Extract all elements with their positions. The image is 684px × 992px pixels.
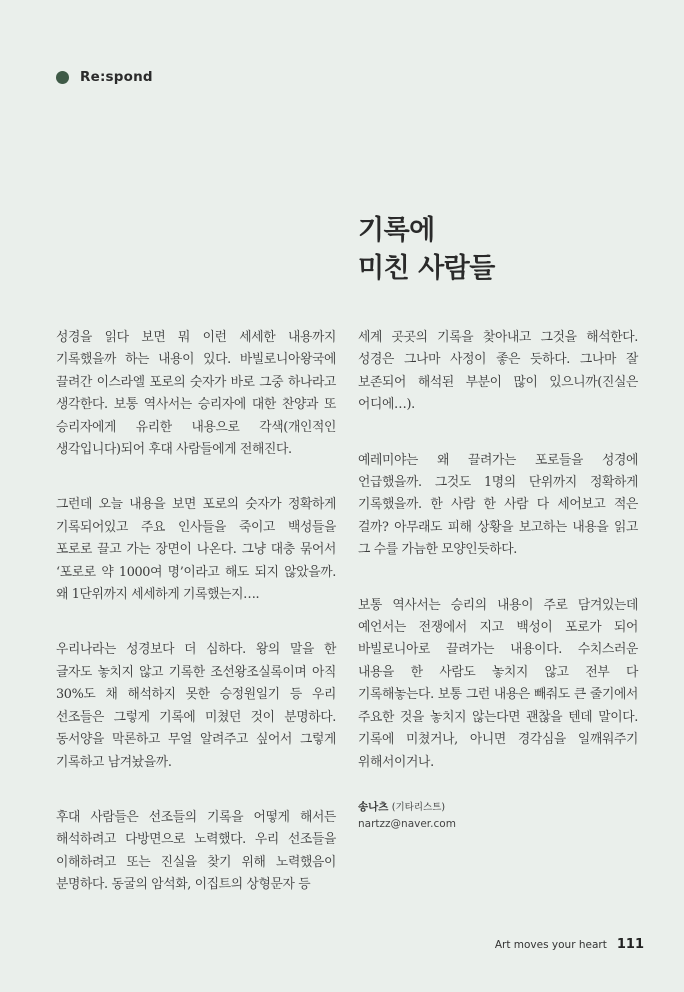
paragraph: 성경을 읽다 보면 뭐 이런 세세한 내용까지 기록했을까 하는 내용이 있다. 바빌로니아왕국에 끌려간 이스라엘 포로의 숫자가 바로 그중 하나라고 생각한다. 보통 역사서는 승리자에 대한 찬양과 또 승리자에게 유리한 내용으로 각색(개인적인 생각입니다)되어 후대 사람들에게 전해진다.	[56, 330, 336, 458]
right-column	[358, 327, 638, 832]
author-name: 송나츠	[358, 800, 389, 813]
left-column	[56, 327, 336, 930]
article-title	[358, 212, 495, 288]
title-line-2: 미친 사람들	[358, 253, 495, 284]
paragraph: 후대 사람들은 선조들의 기록을 어떻게 해서든 해석하려고 다방면으로 노력했다. 우리 선조들을 이해하려고 또는 진실을 찾기 위해 노력했음이 분명하다. 동굴의 암석화, 이집트의 상형문자 등	[56, 809, 336, 893]
page-number: 111	[616, 937, 644, 952]
section-tag	[56, 69, 153, 85]
section-dot-icon	[56, 71, 69, 84]
paragraph: 보통 역사서는 승리의 내용이 주로 담겨있는데 예언서는 전쟁에서 지고 백성이 포로가 되어 바빌로니아로 끌려가는 내용이다. 수치스러운 내용을 한 사람도 놓치지 않고 전부 다 기록해놓는다. 보통 그런 내용은 빼줘도 큰 줄기에서 주요한 것을 놓치지 않는다면 괜찮을 텐데 말이다. 기록에 미쳤거나, 아니면 경각심을 일깨워주기 위해서이거나.	[358, 597, 638, 770]
author-byline	[358, 799, 638, 832]
author-role: (기타리스트)	[391, 801, 446, 813]
paragraph: 우리나라는 성경보다 더 심하다. 왕의 말을 한 글자도 놓치지 않고 기록한 조선왕조실록이며 아직 30%도 채 해석하지 못한 승정원일기 등 우리 선조들은 그렇게 기록에 미쳤던 것이 분명하다. 동서양을 막론하고 무얼 알려주고 싶어서 그렇게 기록하고 남겨놨을까.	[56, 642, 336, 770]
footer-tagline: Art moves your heart	[494, 939, 607, 951]
paragraph: 예레미야는 왜 끌려가는 포로들을 성경에 언급했을까. 그것도 1명의 단위까지 정확하게 기록했을까. 한 사람 한 사람 다 세어보고 적은 걸까? 아무래도 피해 상황을 보고하는 내용을 읽고 그 수를 가늠한 모양인듯하다.	[358, 452, 638, 558]
title-line-1: 기록에	[358, 215, 435, 246]
page-footer	[495, 937, 644, 952]
paragraph: 그런데 오늘 내용을 보면 포로의 숫자가 정확하게 기록되어있고 주요 인사들을 죽이고 백성들을 포로로 끌고 가는 장면이 나온다. 그냥 대충 묶어서 ‘포로로 약 1000여 명’이라고 해도 되지 않았을까. 왜 1단위까지 세세하게 기록했는지….	[56, 497, 336, 603]
author-email: nartzz@naver.com	[358, 817, 456, 830]
author-name-row	[358, 799, 638, 816]
paragraph: 세계 곳곳의 기록을 찾아내고 그것을 해석한다. 성경은 그나마 사정이 좋은 듯하다. 그나마 잘 보존되어 해석된 부분이 많이 있으니까(진실은 어디에…).	[358, 330, 638, 413]
section-label: Re:spond	[80, 69, 153, 85]
